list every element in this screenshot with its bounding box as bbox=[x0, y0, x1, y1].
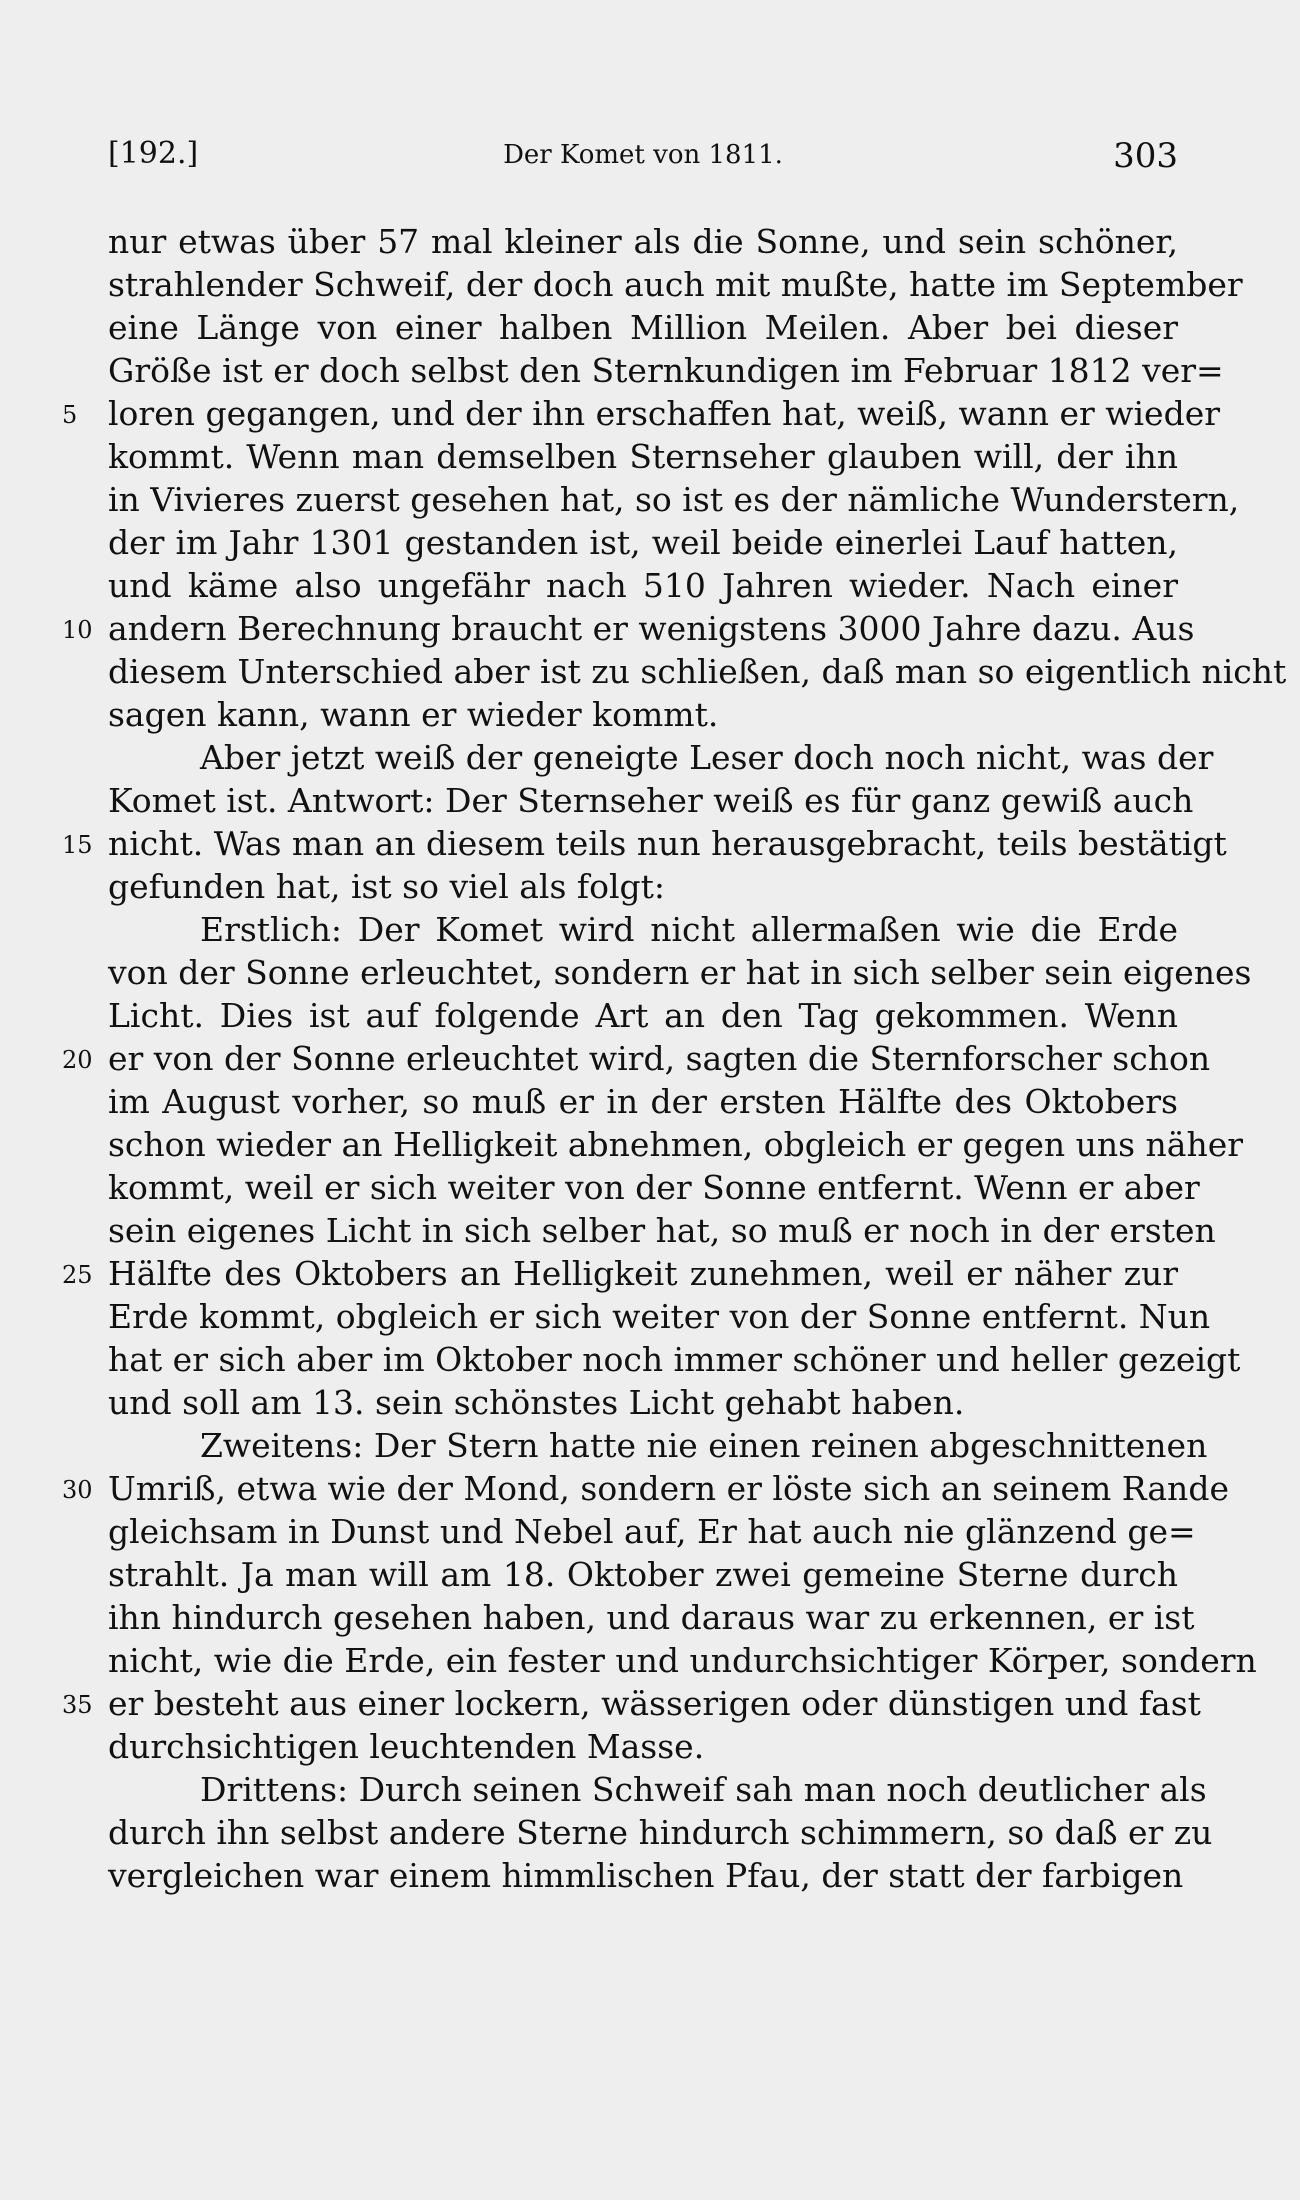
text-line bbox=[108, 1123, 1244, 1166]
line-text: Erde kommt, obgleich er sich weiter von der Sonne entfernt. Nun bbox=[108, 1297, 1211, 1336]
text-line bbox=[108, 1381, 1178, 1424]
line-text: nur etwas über 57 mal kleiner als die Sonne, und sein schöner, bbox=[108, 222, 1178, 261]
text-line bbox=[108, 1080, 1178, 1123]
line-text: von der Sonne erleuchtet, sondern er hat in sich selber sein eigenes bbox=[108, 953, 1252, 992]
line-text: schon wieder an Helligkeit abnehmen, obgleich er gegen uns näher bbox=[108, 1125, 1244, 1164]
page-number: 303 bbox=[1113, 136, 1178, 176]
line-text: Erstlich: Der Komet wird nicht allermaßen wie die Erde bbox=[200, 910, 1178, 949]
line-text: gleichsam in Dunst und Nebel auf, Er hat auch nie glänzend ge= bbox=[108, 1512, 1196, 1551]
line-text: der im Jahr 1301 gestanden ist, weil beide einerlei Lauf hatten, bbox=[108, 523, 1178, 562]
text-line bbox=[108, 994, 1178, 1037]
section-marker: [192.] bbox=[108, 136, 199, 171]
line-text: Zweitens: Der Stern hatte nie einen reinen abgeschnittenen bbox=[200, 1426, 1208, 1465]
line-text: Größe ist er doch selbst den Sternkundigen im Februar 1812 ver= bbox=[108, 351, 1224, 390]
line-text: strahlender Schweif, der doch auch mit mußte, hatte im September bbox=[108, 265, 1243, 304]
text-line bbox=[108, 693, 1178, 736]
line-text: und käme also ungefähr nach 510 Jahren wieder. Nach einer bbox=[108, 566, 1178, 605]
text-line bbox=[108, 951, 1252, 994]
line-text: sagen kann, wann er wieder kommt. bbox=[108, 695, 719, 734]
text-line bbox=[108, 1166, 1200, 1209]
text-line bbox=[108, 779, 1194, 822]
text-line bbox=[108, 263, 1243, 306]
text-line bbox=[62, 1467, 1229, 1510]
line-text: Komet ist. Antwort: Der Sternseher weiß es für ganz gewiß auch bbox=[108, 781, 1194, 820]
text-line bbox=[108, 521, 1178, 564]
line-number: 35 bbox=[62, 1691, 93, 1719]
line-text: und soll am 13. sein schönstes Licht gehabt haben. bbox=[108, 1383, 965, 1422]
line-text: in Vivieres zuerst gesehen hat, so ist es der nämliche Wunderstern, bbox=[108, 480, 1240, 519]
line-text: Licht. Dies ist auf folgende Art an den Tag gekommen. Wenn bbox=[108, 996, 1178, 1035]
text-line bbox=[62, 607, 1195, 650]
line-text: kommt. Wenn man demselben Sternseher glauben will, der ihn bbox=[108, 437, 1178, 476]
line-text: durchsichtigen leuchtenden Masse. bbox=[108, 1727, 705, 1766]
line-text: Umriß, etwa wie der Mond, sondern er löste sich an seinem Rande bbox=[108, 1469, 1229, 1508]
text-line bbox=[108, 564, 1178, 607]
line-text: Drittens: Durch seinen Schweif sah man noch deutlicher als bbox=[200, 1770, 1207, 1809]
text-line bbox=[108, 306, 1178, 349]
line-number: 20 bbox=[62, 1046, 93, 1074]
text-line bbox=[62, 822, 1227, 865]
line-text: hat er sich aber im Oktober noch immer schöner und heller gezeigt bbox=[108, 1340, 1241, 1379]
line-number: 15 bbox=[62, 831, 93, 859]
line-number: 25 bbox=[62, 1261, 93, 1289]
text-line bbox=[108, 1424, 1208, 1467]
text-line bbox=[108, 1209, 1216, 1252]
text-line bbox=[108, 1295, 1211, 1338]
text-line bbox=[108, 1553, 1178, 1596]
text-line bbox=[108, 908, 1178, 951]
text-line bbox=[108, 736, 1214, 779]
line-text: sein eigenes Licht in sich selber hat, so muß er noch in der ersten bbox=[108, 1211, 1216, 1250]
line-text: eine Länge von einer halben Million Meilen. Aber bei dieser bbox=[108, 308, 1178, 347]
text-line bbox=[62, 1682, 1201, 1725]
text-line bbox=[62, 1252, 1178, 1295]
line-text: nicht, wie die Erde, ein fester und undurchsichtiger Körper, sondern bbox=[108, 1641, 1257, 1680]
line-text: er von der Sonne erleuchtet wird, sagten die Sternforscher schon bbox=[108, 1039, 1211, 1078]
page-header bbox=[108, 128, 1178, 178]
line-number: 30 bbox=[62, 1476, 93, 1504]
text-line bbox=[108, 865, 1178, 908]
text-line bbox=[108, 650, 1287, 693]
text-line bbox=[62, 1037, 1211, 1080]
line-text: ihn hindurch gesehen haben, und daraus war zu erkennen, er ist bbox=[108, 1598, 1195, 1637]
line-text: Hälfte des Oktobers an Helligkeit zunehmen, weil er näher zur bbox=[108, 1254, 1178, 1293]
line-text: Aber jetzt weiß der geneigte Leser doch noch nicht, was der bbox=[200, 738, 1214, 777]
text-line bbox=[108, 435, 1178, 478]
text-line bbox=[108, 1639, 1257, 1682]
line-number: 5 bbox=[62, 401, 78, 429]
line-text: loren gegangen, und der ihn erschaffen hat, weiß, wann er wieder bbox=[108, 394, 1221, 433]
line-text: durch ihn selbst andere Sterne hindurch schimmern, so daß er zu bbox=[108, 1813, 1213, 1852]
line-text: andern Berechnung braucht er wenigstens 3000 Jahre dazu. Aus bbox=[108, 609, 1195, 648]
line-text: nicht. Was man an diesem teils nun herausgebracht, teils bestätigt bbox=[108, 824, 1227, 863]
text-line bbox=[62, 392, 1221, 435]
line-text: kommt, weil er sich weiter von der Sonne entfernt. Wenn er aber bbox=[108, 1168, 1200, 1207]
text-line bbox=[108, 1768, 1207, 1811]
text-line bbox=[108, 1596, 1195, 1639]
line-text: im August vorher, so muß er in der ersten Hälfte des Oktobers bbox=[108, 1082, 1178, 1121]
text-line bbox=[108, 1811, 1213, 1854]
line-number: 10 bbox=[62, 616, 93, 644]
text-line bbox=[108, 1725, 1178, 1768]
text-line bbox=[108, 220, 1178, 263]
text-line bbox=[108, 1854, 1184, 1897]
text-line bbox=[108, 1510, 1196, 1553]
running-title: Der Komet von 1811. bbox=[503, 140, 783, 170]
line-text: gefunden hat, ist so viel als folgt: bbox=[108, 867, 666, 906]
line-text: strahlt. Ja man will am 18. Oktober zwei gemeine Sterne durch bbox=[108, 1555, 1178, 1594]
line-text: vergleichen war einem himmlischen Pfau, der statt der farbigen bbox=[108, 1856, 1184, 1895]
text-line bbox=[108, 1338, 1241, 1381]
line-text: diesem Unterschied aber ist zu schließen, daß man so eigentlich nicht bbox=[108, 652, 1287, 691]
text-line bbox=[108, 349, 1224, 392]
body-text bbox=[62, 220, 1287, 1897]
line-text: er besteht aus einer lockern, wässerigen oder dünstigen und fast bbox=[108, 1684, 1201, 1723]
text-line bbox=[108, 478, 1240, 521]
